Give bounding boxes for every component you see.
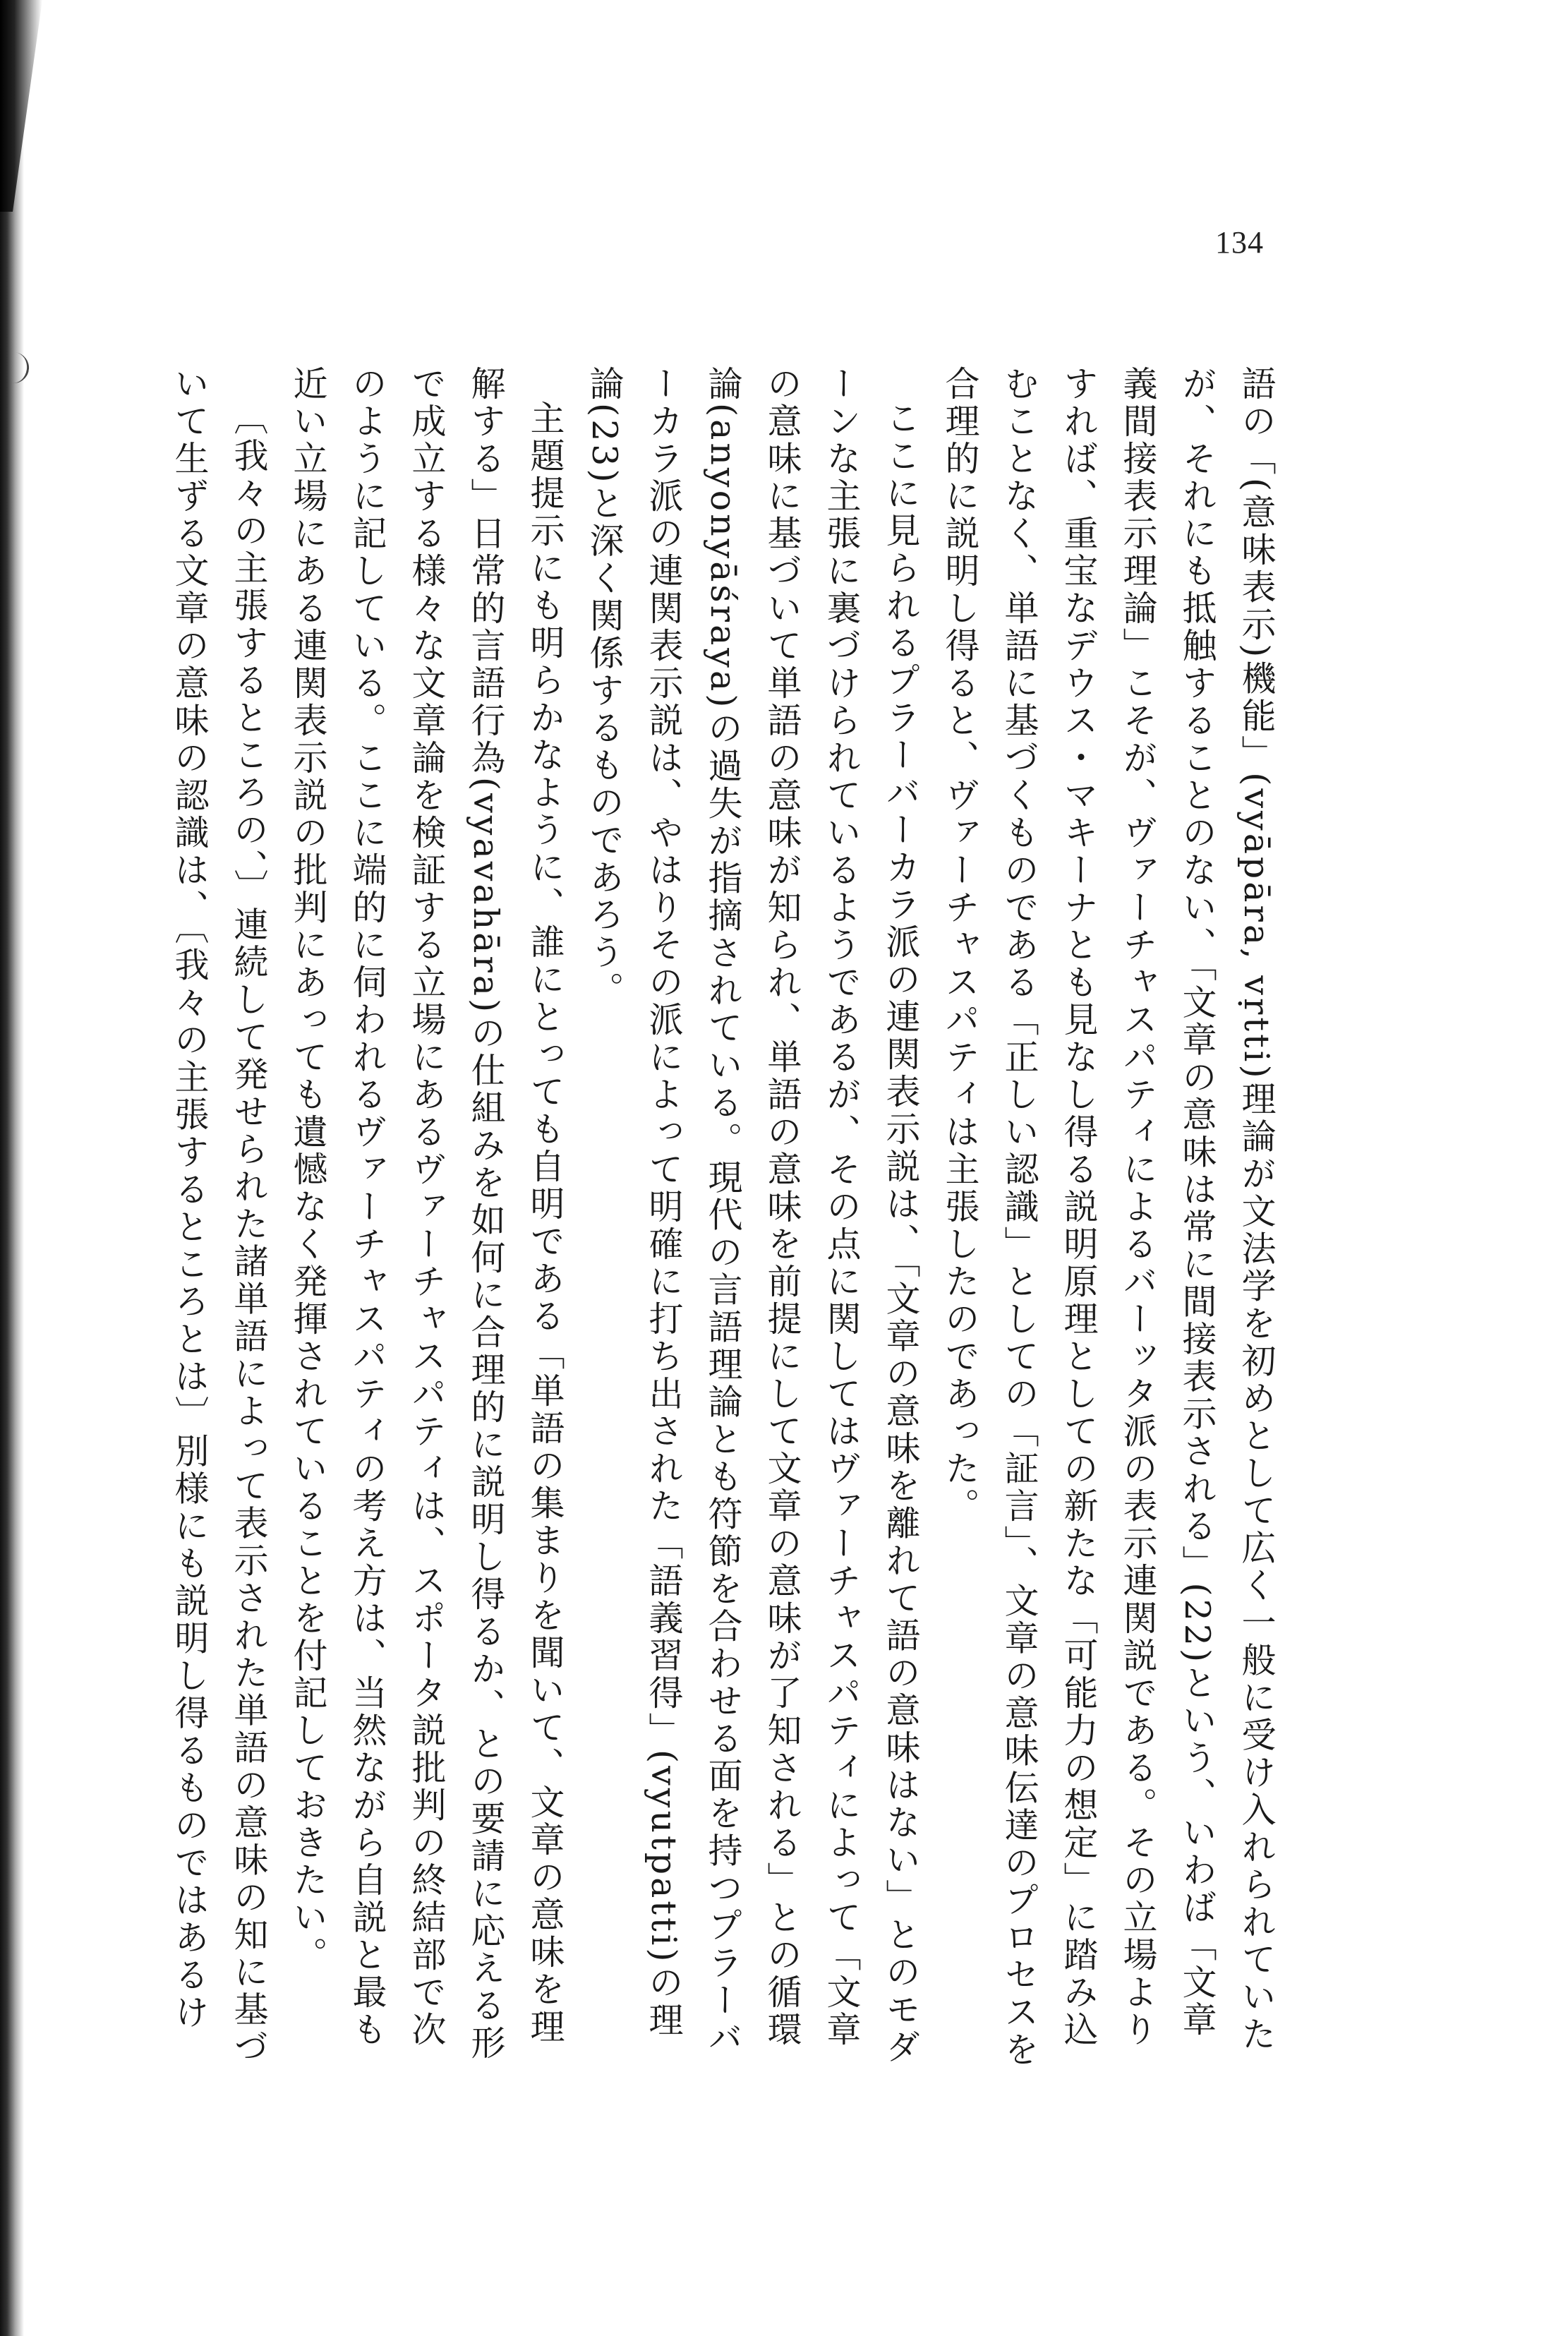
paragraph-3: 主題提示にも明らかなように、誰にとっても自明である「単語の集まりを聞いて、文章の意味を理解する」日常的言語行為(vyavahāra)の仕組みを如何に合理的に説明し得るか、との要請に応える形で成立する様々な文章論を検証する立場にあるヴァーチャスパティは、スポータ説批判の終結部で次のように記している。ここに端的に伺われるヴァーチャスパティの考え方は、当然ながら自説と最も近い立場にある連関表示説の批判にあっても遺憾なく発揮されていることを付記しておきたい。 — [288, 366, 565, 2063]
paragraph-1: 語の「(意味表示)機能」(vyāpāra, vṛtti)理論が文法学を初めとして広く一般に受け入れられていたが、それにも抵触することのない、「文章の意味は常に間接表示される」(22)という、いわば「文章義間接表示理論」こそが、ヴァーチャスパティによるバーッタ派の表示連関説である。その立場よりすれば、重宝なデウス・マキーナとも見なし得る説明原理としての新たな「可能力の想定」に踏み込むことなく、単語に基づくものである「正しい認識」としての「証言」、文章の意味伝達のプロセスを合理的に説明し得ると、ヴァーチャスパティは主張したのであった。 — [940, 366, 1277, 2069]
paragraph-4: 〔我々の主張するところの、〕連続して発せられた諸単語によって表示された単語の意味の知に基づいて生ずる文章の意味の認識は、〔我々の主張するところとは〕別様にも説明し得るものではあるけ — [169, 366, 269, 2066]
scan-binding-edge — [0, 0, 24, 2336]
margin-pencil-mark — [5, 351, 31, 385]
paragraph-2: ここに見られるプラーバーカラ派の連関表示説は、「文章の意味を離れて語の意味はない」とのモダーンな主張に裏づけられているようであるが、その点に関してはヴァーチャスパティによって「文章の意味に基づいて単語の意味が知られ、単語の意味を前提にして文章の意味が了知される」との循環論(anyonyāśraya)の過失が指摘されている。現代の言語理論とも符節を合わせる面を持つプラーバーカラ派の連関表示説は、やはりその派によって明確に打ち出された「語義習得」(vyutpatti)の理論(23)と深く関係するものであろう。 — [584, 366, 921, 2066]
body-text — [169, 366, 1286, 2073]
page-number: 134 — [1215, 225, 1264, 260]
